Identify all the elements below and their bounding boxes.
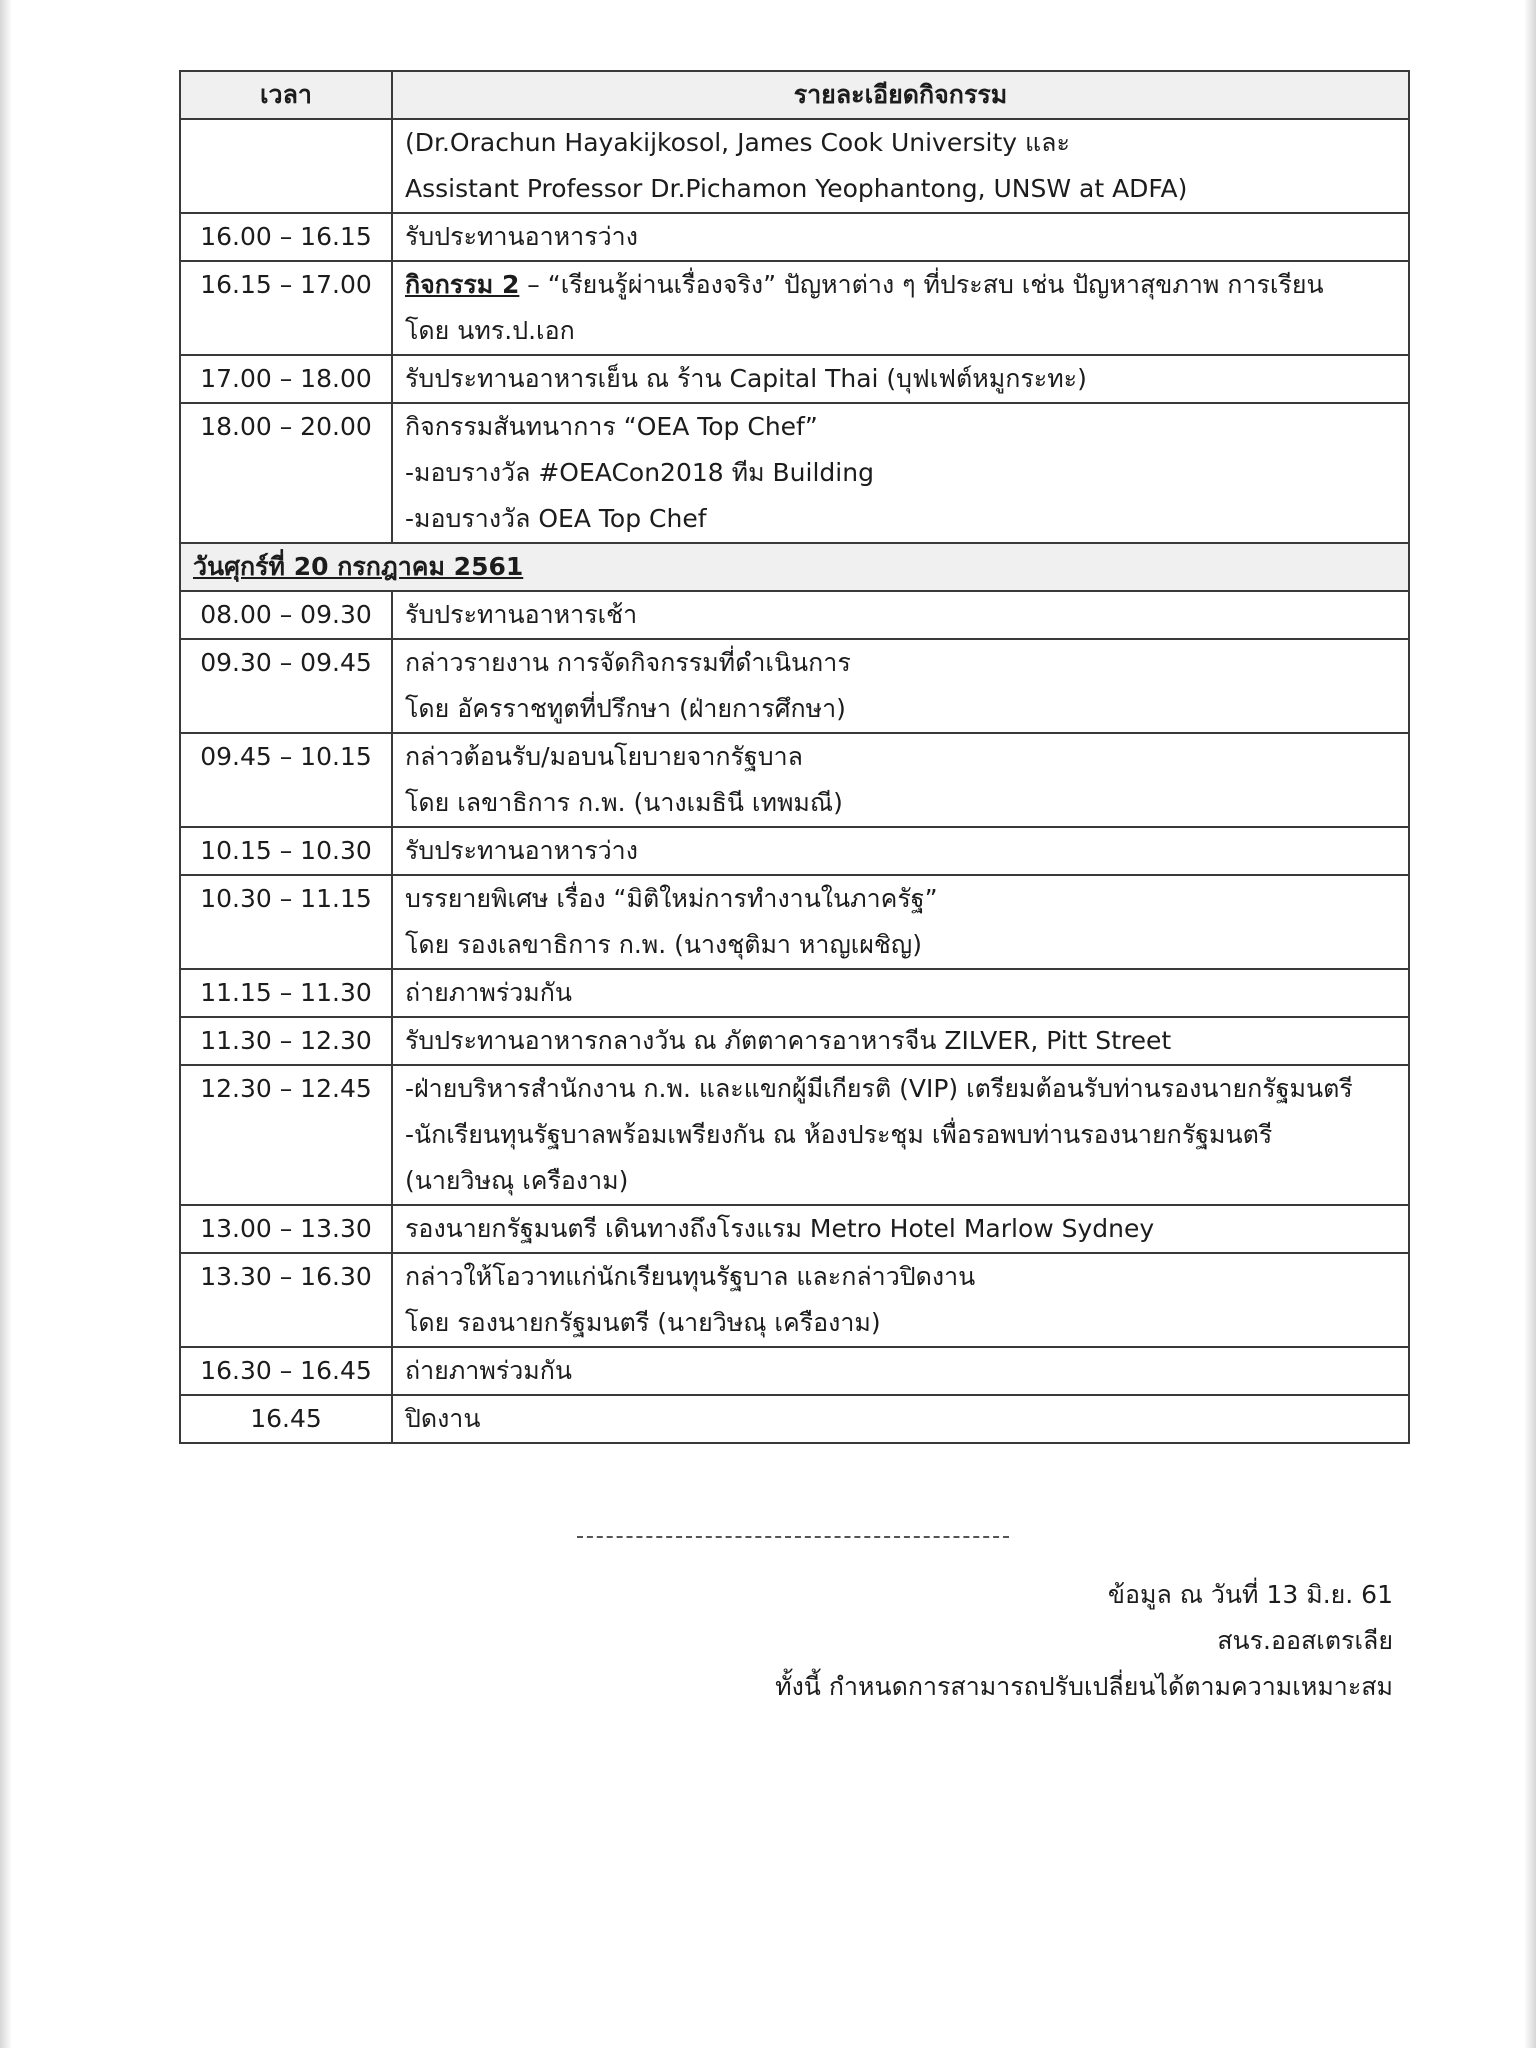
activity-label: กิจกรรม 2 <box>405 270 520 299</box>
table-row <box>180 1395 1409 1443</box>
detail-line: กล่าวต้อนรับ/มอบนโยบายจากรัฐบาล <box>405 742 803 771</box>
detail-line: โดย นทร.ป.เอก <box>405 316 575 345</box>
detail-line: -มอบรางวัล OEA Top Chef <box>405 504 707 533</box>
table-row <box>180 875 1409 969</box>
time-cell: 12.30 – 12.45 <box>180 1065 392 1205</box>
detail-line: ถ่ายภาพร่วมกัน <box>405 978 572 1007</box>
footer-notes <box>775 1572 1393 1710</box>
page-edge-left <box>0 0 12 2048</box>
time-cell: 17.00 – 18.00 <box>180 355 392 403</box>
footer-office: สนร.ออสเตรเลีย <box>1217 1626 1393 1655</box>
detail-cell <box>392 261 1409 355</box>
footer-data-date: ข้อมูล ณ วันที่ 13 มิ.ย. 61 <box>1107 1580 1393 1609</box>
table-row <box>180 261 1409 355</box>
detail-line: รับประทานอาหารกลางวัน ณ ภัตตาคารอาหารจีน ZILVER, Pitt Street <box>405 1026 1172 1055</box>
page-edge-right <box>1524 0 1536 2048</box>
detail-line: บรรยายพิเศษ เรื่อง “มิติใหม่การทำงานในภาครัฐ” <box>405 884 938 913</box>
time-cell: 18.00 – 20.00 <box>180 403 392 543</box>
footer-disclaimer: ทั้งนี้ กำหนดการสามารถปรับเปลี่ยนได้ตามความเหมาะสม <box>775 1672 1393 1701</box>
detail-line: กล่าวให้โอวาทแก่นักเรียนทุนรัฐบาล และกล่าวปิดงาน <box>405 1262 976 1291</box>
time-cell <box>180 119 392 213</box>
table-row <box>180 591 1409 639</box>
time-cell: 11.15 – 11.30 <box>180 969 392 1017</box>
table-row <box>180 355 1409 403</box>
table-row <box>180 213 1409 261</box>
day-header-row <box>180 543 1409 591</box>
detail-cell <box>392 733 1409 827</box>
table-row <box>180 119 1409 213</box>
table-row <box>180 827 1409 875</box>
table-row <box>180 403 1409 543</box>
detail-line: ถ่ายภาพร่วมกัน <box>405 1356 572 1385</box>
table-row <box>180 1253 1409 1347</box>
detail-line: (Dr.Orachun Hayakijkosol, James Cook University และ <box>405 128 1070 157</box>
detail-cell <box>392 827 1409 875</box>
detail-line: -ฝ่ายบริหารสำนักงาน ก.พ. และแขกผู้มีเกียรติ (VIP) เตรียมต้อนรับท่านรองนายกรัฐมนตรี <box>405 1074 1353 1103</box>
time-cell: 10.30 – 11.15 <box>180 875 392 969</box>
detail-cell <box>392 213 1409 261</box>
detail-line: -นักเรียนทุนรัฐบาลพร้อมเพรียงกัน ณ ห้องประชุม เพื่อรอพบท่านรองนายกรัฐมนตรี <box>405 1120 1273 1149</box>
time-cell: 16.30 – 16.45 <box>180 1347 392 1395</box>
detail-cell <box>392 875 1409 969</box>
detail-line: (นายวิษณุ เครืองาม) <box>405 1166 629 1195</box>
detail-line: โดย รองนายกรัฐมนตรี (นายวิษณุ เครืองาม) <box>405 1308 881 1337</box>
detail-cell <box>392 1395 1409 1443</box>
detail-cell <box>392 1347 1409 1395</box>
time-cell: 10.15 – 10.30 <box>180 827 392 875</box>
day-header: วันศุกร์ที่ 20 กรกฎาคม 2561 <box>180 543 1409 591</box>
schedule-table <box>179 70 1410 1444</box>
detail-line: โดย รองเลขาธิการ ก.พ. (นางชุติมา หาญเผชิญ) <box>405 930 922 959</box>
detail-cell <box>392 1017 1409 1065</box>
detail-cell <box>392 1253 1409 1347</box>
detail-cell <box>392 591 1409 639</box>
footer-dashed-rule <box>577 1536 1009 1538</box>
table-row <box>180 733 1409 827</box>
detail-line: รองนายกรัฐมนตรี เดินทางถึงโรงแรม Metro Hotel Marlow Sydney <box>405 1214 1155 1243</box>
detail-line: รับประทานอาหารเย็น ณ ร้าน Capital Thai (บุฟเฟต์หมูกระทะ) <box>405 364 1087 393</box>
detail-line: กิจกรรมสันทนาการ “OEA Top Chef” <box>405 412 818 441</box>
detail-line: ปิดงาน <box>405 1404 481 1433</box>
header-detail: รายละเอียดกิจกรรม <box>392 71 1409 119</box>
detail-line: กล่าวรายงาน การจัดกิจกรรมที่ดำเนินการ <box>405 648 851 677</box>
detail-line <box>405 262 1396 308</box>
detail-line: โดย อัครราชทูตที่ปรึกษา (ฝ่ายการศึกษา) <box>405 694 846 723</box>
table-row <box>180 1065 1409 1205</box>
time-cell: 08.00 – 09.30 <box>180 591 392 639</box>
table-row <box>180 1205 1409 1253</box>
detail-line-text: – “เรียนรู้ผ่านเรื่องจริง” ปัญหาต่าง ๆ ที่ประสบ เช่น ปัญหาสุขภาพ การเรียน <box>519 270 1324 299</box>
time-cell: 13.30 – 16.30 <box>180 1253 392 1347</box>
table-row <box>180 1347 1409 1395</box>
detail-line: รับประทานอาหารว่าง <box>405 222 638 251</box>
time-cell: 09.45 – 10.15 <box>180 733 392 827</box>
time-cell: 11.30 – 12.30 <box>180 1017 392 1065</box>
table-row <box>180 1017 1409 1065</box>
time-cell: 16.15 – 17.00 <box>180 261 392 355</box>
table-header-row <box>180 71 1409 119</box>
time-cell: 09.30 – 09.45 <box>180 639 392 733</box>
time-cell: 16.00 – 16.15 <box>180 213 392 261</box>
detail-cell <box>392 969 1409 1017</box>
detail-line: รับประทานอาหารเช้า <box>405 600 638 629</box>
detail-line: รับประทานอาหารว่าง <box>405 836 638 865</box>
detail-line: -มอบรางวัล #OEACon2018 ทีม Building <box>405 458 874 487</box>
detail-cell <box>392 355 1409 403</box>
header-time: เวลา <box>180 71 392 119</box>
time-cell: 13.00 – 13.30 <box>180 1205 392 1253</box>
detail-cell <box>392 1205 1409 1253</box>
detail-cell <box>392 1065 1409 1205</box>
table-row <box>180 969 1409 1017</box>
detail-line: Assistant Professor Dr.Pichamon Yeophantong, UNSW at ADFA) <box>405 174 1188 203</box>
detail-cell <box>392 119 1409 213</box>
table-row <box>180 639 1409 733</box>
detail-line: โดย เลขาธิการ ก.พ. (นางเมธินี เทพมณี) <box>405 788 843 817</box>
time-cell: 16.45 <box>180 1395 392 1443</box>
detail-cell <box>392 639 1409 733</box>
detail-cell <box>392 403 1409 543</box>
